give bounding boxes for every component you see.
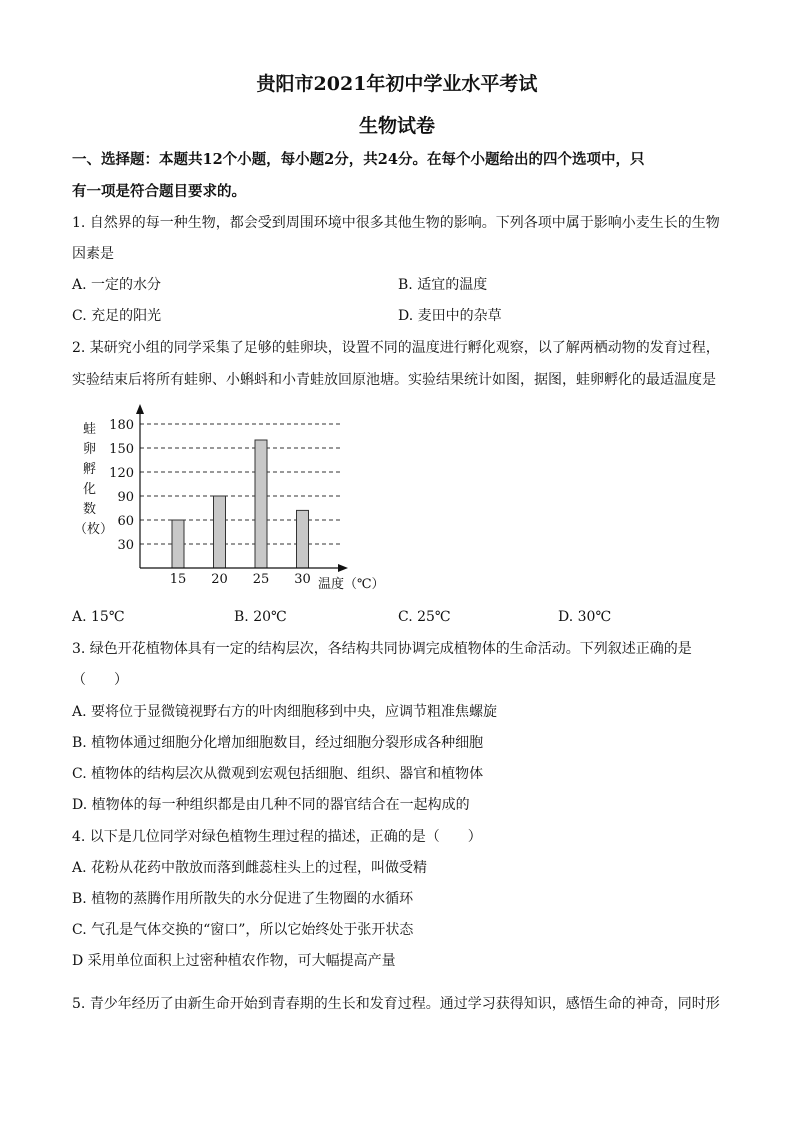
q1-option-d: D. 麦田中的杂草 (398, 308, 502, 324)
q4-stem-line-1: 4. 以下是几位同学对绿色植物生理过程的描述，正确的是（ ） (72, 829, 482, 845)
y-axis-label-char: 卵 (83, 442, 97, 457)
section-heading-line-2: 有一项是符合题目要求的。 (72, 183, 246, 200)
q1-option-b: B. 适宜的温度 (398, 277, 488, 293)
q4-option-a: A. 花粉从花药中散放而落到雌蕊柱头上的过程，叫做受精 (72, 860, 428, 876)
q5-stem-line-1: 5. 青少年经历了由新生命开始到青春期的生长和发育过程。通过学习获得知识，感悟生命的神奇，同时形 (72, 996, 720, 1012)
q3-stem-line-2: （ ） (72, 672, 128, 688)
q2-stem-line-1: 2. 某研究小组的同学采集了足够的蛙卵块，设置不同的温度进行孵化观察，以了解两栖动物的发育过程， (72, 340, 720, 356)
q3-option-d: D. 植物体的每一种组织都是由几种不同的器官结合在一起构成的 (72, 797, 470, 813)
bar (214, 496, 226, 568)
x-axis-label: 温度（℃） (318, 577, 385, 592)
section-heading-line-1: 一、选择题：本题共12个小题，每小题2分，共24分。在每个小题给出的四个选项中，只 (72, 151, 645, 168)
x-tick-label: 15 (169, 572, 187, 587)
q1-stem-line-1: 1. 自然界的每一种生物，都会受到周围环境中很多其他生物的影响。下列各项中属于影响小麦生长的生物 (72, 215, 720, 231)
q3-option-b: B. 植物体通过细胞分化增加细胞数目，经过细胞分裂形成各种细胞 (72, 735, 484, 751)
q2-option-a: A. 15℃ (72, 609, 125, 625)
q3-stem-line-1: 3. 绿色开花植物体具有一定的结构层次，各结构共同协调完成植物体的生命活动。下列叙述正确的是 (72, 641, 692, 657)
y-tick-label: 30 (117, 538, 134, 553)
y-axis-label-char: （枚） (74, 522, 114, 537)
q3-option-a: A. 要将位于显微镜视野右方的叶肉细胞移到中央，应调节粗准焦螺旋 (72, 704, 498, 720)
y-tick-label: 90 (117, 490, 134, 505)
x-tick-label: 30 (294, 572, 311, 587)
bar (255, 440, 267, 568)
q1-option-a: A. 一定的水分 (72, 277, 162, 293)
x-tick-label: 20 (211, 572, 228, 587)
q1-option-c: C. 充足的阳光 (72, 308, 162, 324)
y-tick-label: 60 (117, 514, 134, 529)
bar (172, 520, 184, 568)
q4-option-b: B. 植物的蒸腾作用所散失的水分促进了生物圈的水循环 (72, 891, 414, 907)
q2-option-b: B. 20℃ (234, 609, 287, 625)
q2-stem-line-2: 实验结束后将所有蛙卵、小蝌蚪和小青蛙放回原池塘。实验结果统计如图，据图，蛙卵孵化的最适温度是 (72, 372, 716, 388)
exam-subtitle: 生物试卷 (358, 115, 435, 137)
hatching-bar-chart (0, 400, 794, 610)
y-tick-label: 120 (109, 466, 134, 481)
y-tick-label: 180 (109, 418, 134, 433)
q2-option-c: C. 25℃ (398, 609, 451, 625)
q2-option-d: D. 30℃ (558, 609, 612, 625)
q4-option-c: C. 气孔是气体交换的“窗口”，所以它始终处于张开状态 (72, 922, 414, 938)
exam-title: 贵阳市2021年初中学业水平考试 (256, 73, 538, 95)
y-axis-arrow (136, 404, 144, 414)
q3-option-c: C. 植物体的结构层次从微观到宏观包括细胞、组织、器官和植物体 (72, 766, 484, 782)
x-tick-label: 25 (252, 572, 270, 587)
y-axis-label-char: 化 (83, 482, 97, 497)
y-tick-label: 150 (109, 442, 134, 457)
q4-option-d: D 采用单位面积上过密种植农作物，可大幅提高产量 (72, 953, 396, 969)
bar (297, 510, 309, 568)
x-axis-arrow (338, 564, 348, 572)
y-axis-label-char: 蛙 (83, 422, 97, 437)
y-axis-label-char: 数 (83, 502, 97, 517)
q1-stem-line-2: 因素是 (72, 246, 114, 262)
y-axis-label-char: 孵 (83, 462, 97, 477)
